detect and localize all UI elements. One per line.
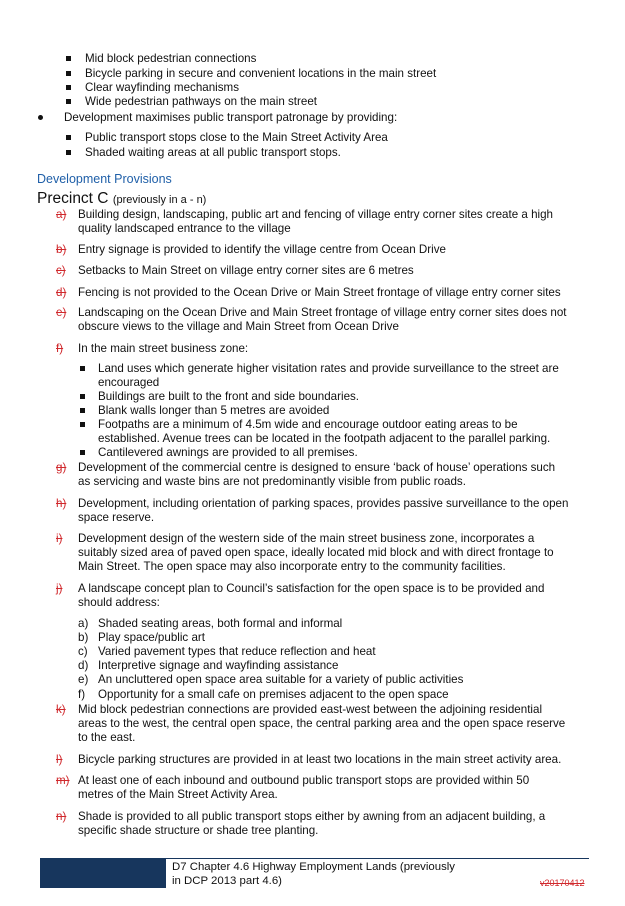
list-item: Bicycle parking in secure and convenient locations in the main street: [85, 67, 437, 80]
item-marker: e): [56, 306, 67, 319]
list-item: Mid block pedestrian connections: [85, 52, 257, 65]
square-bullet-icon: [80, 408, 85, 413]
list-item: Development maximises public transport patronage by providing:: [64, 111, 398, 124]
sub-marker: e): [78, 673, 89, 686]
item-marker: c): [56, 264, 66, 277]
provision-text: Fencing is not provided to the Ocean Drive or Main Street frontage of village entry corner sites: [78, 286, 561, 299]
provision-text: Mid block pedestrian connections are provided east-west between the adjoining residential: [78, 703, 543, 716]
item-marker: m): [56, 774, 70, 787]
square-bullet-icon: [80, 422, 85, 427]
provision-text: Building design, landscaping, public art and fencing of village entry corner sites create a high: [78, 208, 553, 221]
version-stamp: v20170412: [540, 878, 585, 888]
item-marker: g): [56, 461, 67, 474]
precinct-name: Precinct C: [37, 190, 109, 207]
list-item: Blank walls longer than 5 metres are avoided: [98, 404, 330, 417]
provision-text: specific shade structure or shade tree planting.: [78, 824, 319, 837]
square-bullet-icon: [80, 366, 85, 371]
list-item: Clear wayfinding mechanisms: [85, 81, 240, 94]
provision-text: as servicing and waste bins are not predominantly visible from public roads.: [78, 475, 466, 488]
provision-text: Shade is provided to all public transport stops either by awning from an adjacent building, a: [78, 810, 546, 823]
provision-text: Setbacks to Main Street on village entry corner sites are 6 metres: [78, 264, 414, 277]
provision-text: obscure views to the village and Main Street from Ocean Drive: [78, 320, 399, 333]
list-item: Opportunity for a small cafe on premises adjacent to the open space: [98, 688, 449, 701]
list-item: Land uses which generate higher visitation rates and provide surveillance to the street are: [98, 362, 559, 375]
provision-text: At least one of each inbound and outbound public transport stops are provided within 50: [78, 774, 530, 787]
list-item: Interpretive signage and wayfinding assistance: [98, 659, 339, 672]
list-item: encouraged: [98, 376, 160, 389]
item-marker: d): [56, 286, 67, 299]
square-bullet-icon: [66, 85, 71, 90]
footer-rule: [166, 858, 589, 859]
section-heading: Development Provisions: [37, 172, 172, 186]
square-bullet-icon: [80, 450, 85, 455]
list-item: Shaded seating areas, both formal and informal: [98, 617, 343, 630]
provision-text: Development of the commercial centre is designed to ensure ‘back of house’ operations such: [78, 461, 556, 474]
list-item: Buildings are built to the front and side boundaries.: [98, 390, 360, 403]
list-item: An uncluttered open space area suitable for a variety of public activities: [98, 673, 464, 686]
precinct-note: (previously in a - n): [112, 194, 207, 206]
square-bullet-icon: [80, 394, 85, 399]
provision-text: metres of the Main Street Activity Area.: [78, 788, 278, 801]
precinct-title: [37, 190, 206, 209]
item-marker: k): [56, 703, 66, 716]
square-bullet-icon: [66, 135, 71, 140]
provision-text: suitably sized area of paved open space, ideally located mid block and with direct frontage to: [78, 546, 554, 559]
provision-text: should address:: [78, 596, 160, 609]
item-marker: n): [56, 810, 67, 823]
footer-title: [172, 860, 455, 888]
square-bullet-icon: [66, 56, 71, 61]
provision-text: Main Street. The open space may also incorporate entry to the community facilities.: [78, 560, 506, 573]
provision-text: A landscape concept plan to Council’s satisfaction for the open space is to be provided and: [78, 582, 545, 595]
item-marker: j): [56, 582, 63, 595]
list-item: established. Avenue trees can be located in the footpath adjacent to the parallel parking.: [98, 432, 551, 445]
provision-text: space reserve.: [78, 511, 155, 524]
provision-text: Bicycle parking structures are provided in at least two locations in the main street activity area.: [78, 753, 562, 766]
square-bullet-icon: [66, 71, 71, 76]
square-bullet-icon: [66, 99, 71, 104]
list-item: Shaded waiting areas at all public transport stops.: [85, 146, 341, 159]
sub-marker: c): [78, 645, 88, 658]
square-bullet-icon: [66, 150, 71, 155]
item-marker: a): [56, 208, 67, 221]
sub-marker: f): [78, 688, 86, 701]
sub-marker: d): [78, 659, 89, 672]
list-item: Play space/public art: [98, 631, 205, 644]
provision-text: quality landscaped entrance to the village: [78, 222, 291, 235]
provision-text: Development, including orientation of parking spaces, provides passive surveillance to the open: [78, 497, 569, 510]
footer-bar: [40, 858, 166, 888]
provision-text: Development design of the western side of the main street business zone, incorporates a: [78, 532, 535, 545]
item-marker: b): [56, 243, 67, 256]
list-item: Public transport stops close to the Main Street Activity Area: [85, 131, 388, 144]
provision-text: areas to the west, the central open space, the central parking area and the open space reserve: [78, 717, 566, 730]
list-item: Wide pedestrian pathways on the main street: [85, 95, 317, 108]
footer-line-1: D7 Chapter 4.6 Highway Employment Lands (previously: [172, 861, 456, 873]
item-marker: l): [56, 753, 63, 766]
list-item: Cantilevered awnings are provided to all premises.: [98, 446, 358, 459]
provision-text: to the east.: [78, 731, 136, 744]
item-marker: i): [56, 532, 63, 545]
provision-text: Landscaping on the Ocean Drive and Main Street frontage of village entry corner sites does not: [78, 306, 567, 319]
item-marker: h): [56, 497, 67, 510]
sub-marker: a): [78, 617, 89, 630]
sub-marker: b): [78, 631, 89, 644]
footer-line-2: in DCP 2013 part 4.6): [172, 875, 282, 887]
list-item: Varied pavement types that reduce reflection and heat: [98, 645, 376, 658]
provision-text: In the main street business zone:: [78, 342, 249, 355]
list-item: Footpaths are a minimum of 4.5m wide and encourage outdoor eating areas to be: [98, 418, 518, 431]
round-bullet-icon: [38, 115, 43, 120]
item-marker: f): [56, 342, 64, 355]
provision-text: Entry signage is provided to identify the village centre from Ocean Drive: [78, 243, 446, 256]
